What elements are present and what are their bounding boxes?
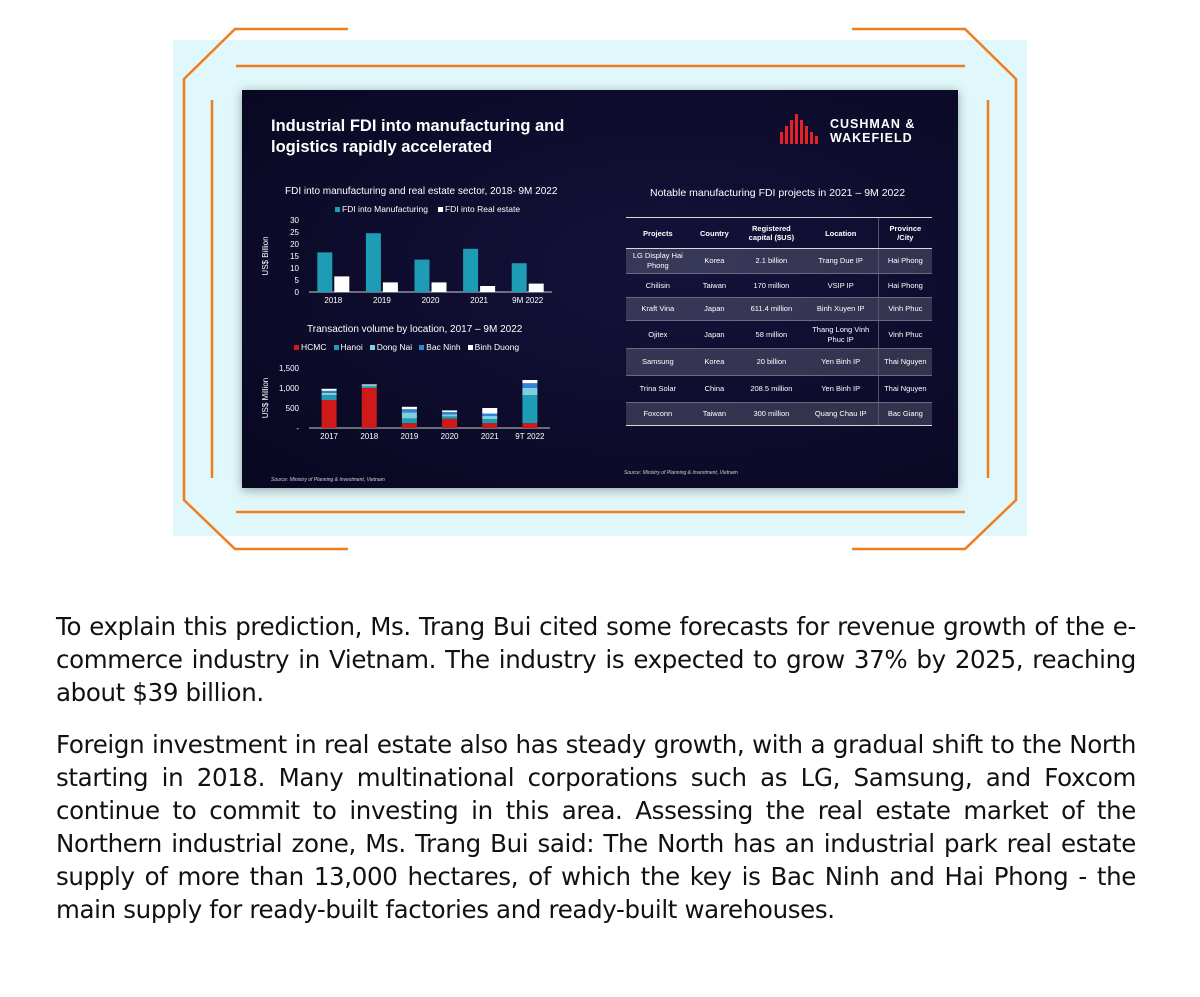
transaction-chart-bar-segment	[522, 423, 537, 428]
legend-item-bac-ninh	[419, 342, 461, 352]
article-paragraph: Foreign investment in real estate also has steady growth, with a gradual shift to the North starting in 2018. Many multinational corporations such as LG, Samsung, and Foxcom continue to commit to investing in this area. Assessing the real estate market of the Northern industrial zone, Ms. Trang Bui said: The North has an industrial park real estate supply of more than 13,000 hectares, of which the key is Bac Ninh and Hai Phong - the main supply for ready-built factories and ready-built warehouses.	[56, 730, 1136, 924]
table-cell: Korea	[690, 249, 739, 274]
table-cell: Bac Giang	[878, 403, 932, 426]
fdi-chart-x-tick-label: 2019	[373, 296, 391, 305]
transaction-chart-x-tick-label: 2019	[400, 432, 419, 441]
transaction-chart-bar-segment	[402, 407, 417, 409]
legend-label-binh-duong: Binh Duong	[474, 342, 520, 352]
table-row	[626, 274, 932, 298]
table-header-row	[626, 218, 932, 249]
table-cell: Foxconn	[626, 403, 690, 426]
transaction-chart-bar-segment	[482, 419, 497, 423]
legend-label-hanoi: Hanoi	[340, 342, 363, 352]
fdi-chart-bar	[529, 284, 544, 292]
fdi-chart-y-tick-label: 20	[290, 240, 299, 249]
transaction-chart-x-tick-label: 9T 2022	[515, 432, 545, 441]
transaction-chart-y-tick-label: 500	[285, 404, 299, 413]
logo-line1: CUSHMAN &	[830, 117, 916, 131]
transaction-chart-bar-segment	[402, 409, 417, 412]
presentation-slide	[242, 90, 958, 488]
table-cell: 170 million	[739, 274, 804, 298]
fdi-chart-x-tick-label: 9M 2022	[512, 296, 544, 305]
table-row	[626, 249, 932, 274]
transaction-chart-bar-segment	[482, 408, 497, 414]
fdi-chart-y-tick-label: 25	[290, 228, 299, 237]
table-cell: Hai Phong	[878, 274, 932, 298]
transaction-chart-bar-segment	[522, 380, 537, 383]
table-cell: VSIP IP	[804, 274, 879, 298]
legend-label-manufacturing: FDI into Manufacturing	[342, 204, 428, 214]
fdi-chart-y-tick-label: 0	[294, 288, 299, 297]
table-row	[626, 321, 932, 349]
transaction-chart-bar-segment	[362, 388, 377, 428]
transaction-chart-bar-segment	[442, 412, 457, 414]
fdi-projects-table	[626, 217, 932, 426]
table-row	[626, 298, 932, 321]
fdi-chart-bar	[334, 276, 349, 292]
source-note-right: Source: Ministry of Planning & Investment, Vietnam	[624, 470, 738, 476]
legend-item-binh-duong	[468, 342, 519, 352]
fdi-chart-x-tick-label: 2021	[470, 296, 488, 305]
legend-swatch-bac-ninh	[419, 345, 424, 350]
table-cell: China	[690, 376, 739, 403]
table-row	[626, 403, 932, 426]
transaction-chart-bar-segment	[442, 419, 457, 428]
transaction-chart-title: Transaction volume by location, 2017 – 9M 2022	[307, 324, 523, 335]
table-cell: 58 million	[739, 321, 804, 349]
fdi-chart-bar	[480, 286, 495, 292]
table-cell: Yen Binh IP	[804, 376, 879, 403]
source-note-left: Source: Ministry of Planning & Investment, Vietnam	[271, 477, 385, 483]
transaction-chart-bar-segment	[322, 393, 337, 395]
fdi-chart-y-tick-label: 10	[290, 264, 299, 273]
legend-swatch-binh-duong	[468, 345, 473, 350]
transaction-chart-bar-segment	[482, 423, 497, 428]
table-cell: 20 billion	[739, 349, 804, 376]
transaction-stacked-bar-chart	[257, 358, 557, 448]
legend-swatch-dong-nai	[370, 345, 375, 350]
legend-label-bac-ninh: Bac Ninh	[426, 342, 461, 352]
logo-line2: WAKEFIELD	[830, 131, 913, 145]
transaction-chart-bar-segment	[362, 385, 377, 386]
table-cell: Japan	[690, 298, 739, 321]
table-cell: Thai Nguyen	[878, 349, 932, 376]
fdi-chart-y-axis-label: US$ Billion	[261, 236, 270, 276]
table-row	[626, 349, 932, 376]
table-cell: LG Display Hai Phong	[626, 249, 690, 274]
fdi-chart-y-tick-label: 5	[294, 276, 299, 285]
table-header-cell: Projects	[626, 218, 690, 249]
table-header-cell: Registered capital ($US)	[739, 218, 804, 249]
legend-label-real-estate: FDI into Real estate	[444, 204, 521, 214]
logo-wordmark	[830, 117, 915, 145]
table-cell: Kraft Vina	[626, 298, 690, 321]
slide-title-line2: logistics rapidly accelerated	[271, 138, 493, 156]
table-cell: Japan	[690, 321, 739, 349]
article-body	[56, 610, 1136, 945]
transaction-chart-bar-segment	[482, 414, 497, 416]
fdi-chart-bar	[432, 282, 447, 292]
transaction-chart-bar-segment	[322, 400, 337, 428]
transaction-chart-y-tick-label: 1,000	[278, 384, 299, 393]
table-cell: Trang Due IP	[804, 249, 879, 274]
transaction-chart-bar-segment	[362, 384, 377, 385]
table-cell: Taiwan	[690, 403, 739, 426]
transaction-chart-bar-segment	[322, 395, 337, 400]
table-header-cell: Country	[690, 218, 739, 249]
legend-item-hcmc	[294, 342, 327, 352]
legend-item-dong-nai	[370, 342, 412, 352]
transaction-chart-x-tick-label: 2018	[360, 432, 379, 441]
fdi-chart-bar	[317, 252, 332, 292]
table-cell: Ojitex	[626, 321, 690, 349]
table-cell: 208.5 million	[739, 376, 804, 403]
legend-swatch-hcmc	[294, 345, 299, 350]
table-cell: 611.4 million	[739, 298, 804, 321]
transaction-chart-y-tick-label: -	[296, 424, 299, 433]
table-header-cell: Location	[804, 218, 879, 249]
transaction-chart-bar-segment	[442, 410, 457, 412]
table-cell: Chilisin	[626, 274, 690, 298]
table-cell: Thang Long Vinh Phuc IP	[804, 321, 879, 349]
fdi-chart-x-tick-label: 2020	[421, 296, 440, 305]
transaction-chart-bar-segment	[322, 391, 337, 393]
transaction-chart-y-tick-label: 1,500	[278, 364, 299, 373]
transaction-chart-bar-segment	[442, 416, 457, 418]
slide-title-line1: Industrial FDI into manufacturing and	[271, 117, 565, 135]
legend-swatch-hanoi	[334, 345, 339, 350]
table-cell: Thai Nguyen	[878, 376, 932, 403]
table-header-cell: Province /City	[878, 218, 932, 249]
transaction-chart-bar-segment	[522, 388, 537, 395]
legend-label-hcmc: HCMC	[301, 342, 327, 352]
table-row	[626, 376, 932, 403]
transaction-chart-bar-segment	[402, 412, 417, 418]
table-cell: Yen Binh IP	[804, 349, 879, 376]
fdi-chart-y-tick-label: 15	[290, 252, 299, 261]
transaction-chart-bar-segment	[402, 418, 417, 423]
legend-label-dong-nai: Dong Nai	[376, 342, 413, 352]
transaction-chart-legend	[294, 342, 519, 352]
table-cell: Vinh Phuc	[878, 298, 932, 321]
transaction-chart-x-tick-label: 2017	[320, 432, 338, 441]
transaction-chart-bar-segment	[522, 383, 537, 388]
table-cell: Hai Phong	[878, 249, 932, 274]
legend-item-hanoi	[334, 342, 363, 352]
table-cell: Trina Solar	[626, 376, 690, 403]
table-cell: Taiwan	[690, 274, 739, 298]
fdi-chart-title: FDI into manufacturing and real estate sector, 2018- 9M 2022	[285, 186, 558, 197]
fdi-chart-bar	[366, 233, 381, 292]
fdi-chart-bar	[415, 260, 430, 292]
article-paragraph: To explain this prediction, Ms. Trang Bui cited some forecasts for revenue growth of the e-commerce industry in Vietnam. The industry is expected to grow 37% by 2025, reaching about $39 billion.	[56, 612, 1136, 707]
table-cell: 300 million	[739, 403, 804, 426]
transaction-chart-bar-segment	[402, 423, 417, 428]
table-cell: Samsung	[626, 349, 690, 376]
table-cell: 2.1 billion	[739, 249, 804, 274]
fdi-chart-bar	[383, 282, 398, 292]
cushman-wakefield-logo-icon	[780, 112, 824, 144]
transaction-chart-bar-segment	[442, 414, 457, 416]
transaction-chart-y-axis-label: US$ Million	[261, 377, 270, 419]
fdi-chart-bar	[463, 249, 478, 292]
transaction-chart-x-tick-label: 2020	[440, 432, 459, 441]
transaction-chart-bar-segment	[362, 386, 377, 388]
fdi-projects-table-title: Notable manufacturing FDI projects in 2021 – 9M 2022	[650, 187, 906, 199]
table-cell: Quang Chau IP	[804, 403, 879, 426]
fdi-chart-bar	[512, 263, 527, 292]
fdi-bar-chart	[257, 210, 557, 310]
table-cell: Binh Xuyen IP	[804, 298, 879, 321]
transaction-chart-bar-segment	[482, 416, 497, 419]
slide-title	[271, 116, 631, 158]
table-cell: Vinh Phuc	[878, 321, 932, 349]
transaction-chart-bar-segment	[522, 395, 537, 423]
fdi-chart-x-tick-label: 2018	[324, 296, 343, 305]
transaction-chart-x-tick-label: 2021	[480, 432, 499, 441]
fdi-chart-y-tick-label: 30	[290, 216, 299, 225]
transaction-chart-bar-segment	[322, 389, 337, 391]
table-cell: Korea	[690, 349, 739, 376]
